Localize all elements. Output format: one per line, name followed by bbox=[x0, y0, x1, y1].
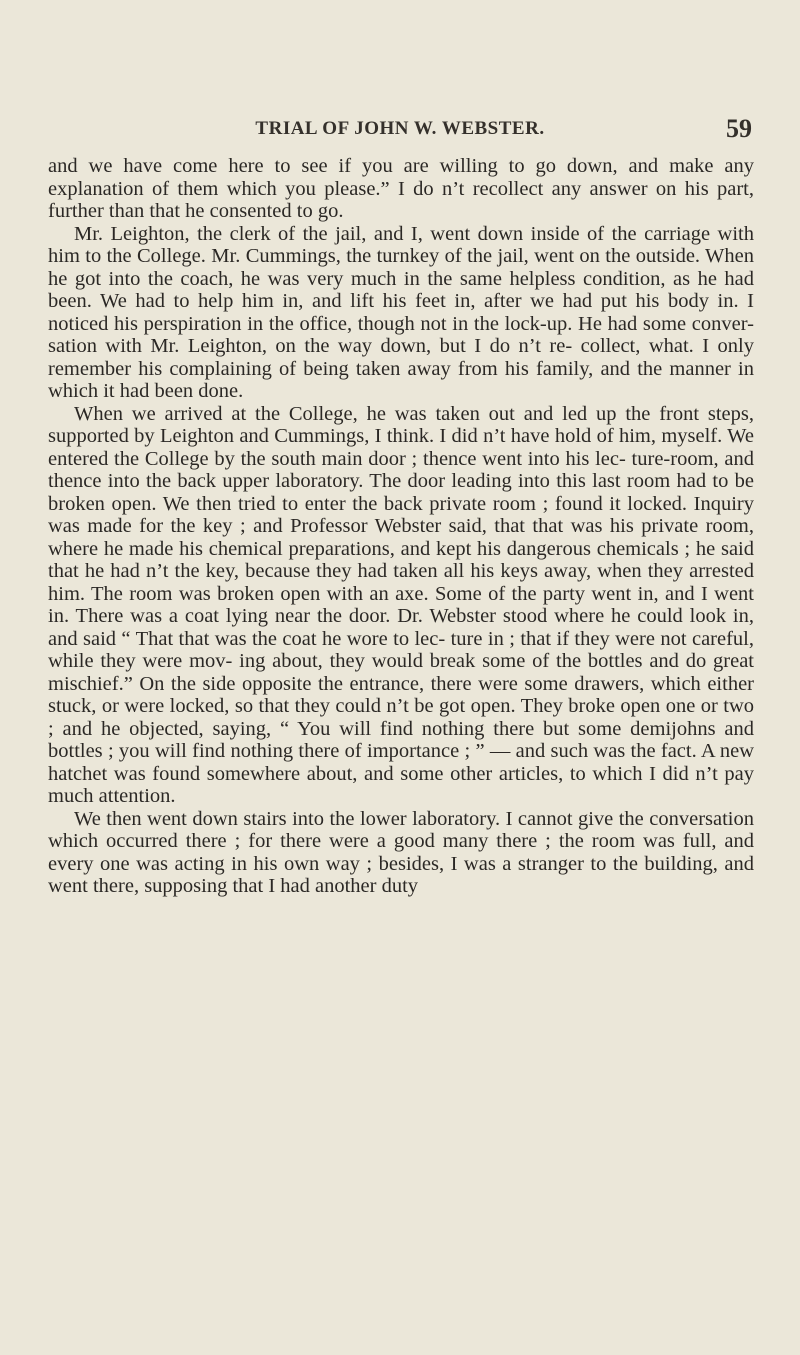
running-title: TRIAL OF JOHN W. WEBSTER. bbox=[255, 118, 545, 139]
paragraph: Mr. Leighton, the clerk of the jail, and I, went down inside of the carriage with him to the College. Mr. Cummings, the turnkey of the jail, went on the outside. When he got into the coach, he was very much in the same helpless condition, as he had been. We had to help him in, and lift his feet in, after we had put his body in. I noticed his perspiration in the office, though not in the lock-up. He had some conver- sation with Mr. Leighton, on the way down, but I do n’t re- collect, what. I only remember his complaining of being taken away from his family, and the manner in which it had been done. bbox=[48, 222, 754, 402]
paragraph: and we have come here to see if you are willing to go down, and make any explanation of them which you please.” I do n’t recollect any answer on his part, further than that he consented to go. bbox=[48, 155, 754, 222]
paragraph: We then went down stairs into the lower laboratory. I cannot give the conversation which occurred there ; for there were a good many there ; the room was full, and every one was acting in his own way ; besides, I was a stranger to the building, and went there, supposing that I had another duty bbox=[48, 807, 754, 897]
running-head bbox=[48, 114, 752, 144]
page-number: 59 bbox=[726, 114, 752, 143]
body-text bbox=[48, 155, 754, 898]
paragraph: When we arrived at the College, he was taken out and led up the front steps, supported by Leighton and Cummings, I think. I did n’t have hold of him, myself. We entered the College by the south main door ; thence went into his lec- ture-room, and thence into the back upper laboratory. The door leading into this last room had to be broken open. We then tried to enter the back private room ; found it locked. Inquiry was made for the key ; and Professor Webster said, that that was his private room, where he made his chemical preparations, and kept his dangerous chemicals ; he said that he had n’t the key, because they had taken all his keys away, when they arrested him. The room was broken open with an axe. Some of the party went in, and I went in. There was a coat lying near the door. Dr. Webster stood where he could look in, and said “ That that was the coat he wore to lec- ture in ; that if they were not careful, while they were mov- ing about, they would break some of the bottles and do great mischief.” On the side opposite the entrance, there were some drawers, which either stuck, or were locked, so that they could n’t be got open. They broke open one or two ; and he objected, saying, “ You will find nothing there but some demijohns and bottles ; you will find nothing there of importance ; ” — and such was the fact. A new hatchet was found somewhere about, and some other articles, to which I did n’t pay much attention. bbox=[48, 402, 754, 807]
